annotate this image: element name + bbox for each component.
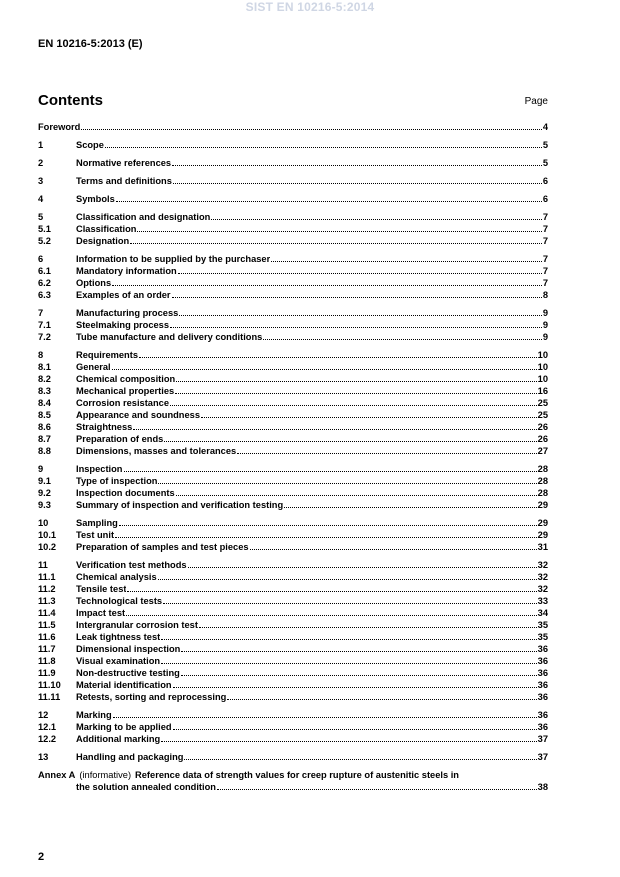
toc-entry-title: Symbols	[76, 194, 115, 204]
toc-entry-page: 7	[542, 224, 548, 234]
leader-dots	[161, 740, 536, 742]
toc-entry-title: Non-destructive testing	[76, 668, 180, 678]
toc-entry-page: 26	[537, 434, 548, 444]
leader-dots	[172, 164, 542, 166]
toc-entry-title: Technological tests	[76, 596, 163, 606]
toc-entry-title: Intergranular corrosion test	[76, 620, 198, 630]
toc-entry-page: 36	[537, 692, 548, 702]
leader-dots	[158, 578, 537, 580]
toc-entry-title: Tube manufacture and delivery conditions	[76, 332, 263, 342]
leader-dots	[184, 758, 536, 760]
toc-entry-annex-a-continued[interactable]	[38, 781, 548, 793]
toc-entry-number: 7	[38, 308, 44, 318]
toc-entry-page: 5	[542, 158, 548, 168]
toc-entry-number: 8.3	[38, 386, 51, 396]
toc-entry-number: 6.3	[38, 290, 51, 300]
toc-entry-title: Visual examination	[76, 656, 161, 666]
toc-entry[interactable]	[38, 433, 548, 445]
toc-entry-number: 9.1	[38, 476, 51, 486]
toc-entry-annex-a[interactable]	[38, 769, 548, 781]
toc-entry[interactable]	[38, 193, 548, 205]
toc-entry-number: 5.2	[38, 236, 51, 246]
toc-entry-title: Verification test methods	[76, 560, 187, 570]
toc-entry[interactable]	[38, 583, 548, 595]
toc-entry[interactable]	[38, 289, 548, 301]
toc-entry-page: 29	[537, 530, 548, 540]
toc-entry-page: 27	[537, 446, 548, 456]
toc-entry-number: 8.7	[38, 434, 51, 444]
toc-entry-title: Handling and packaging	[76, 752, 184, 762]
toc-entry-number: 1	[38, 140, 44, 150]
toc-entry-page: 28	[537, 476, 548, 486]
contents-heading: Contents	[38, 92, 103, 109]
toc-entry-title: Requirements	[76, 350, 138, 360]
toc-entry[interactable]	[38, 211, 548, 223]
toc-entry-number: 10	[38, 518, 49, 528]
toc-entry[interactable]	[38, 487, 548, 499]
toc-entry[interactable]	[38, 223, 548, 235]
toc-entry-number: 11.6	[38, 632, 56, 642]
toc-entry-page: 7	[542, 266, 548, 276]
leader-dots	[127, 590, 536, 592]
leader-dots	[126, 614, 537, 616]
toc-entry-title: Retests, sorting and reprocessing	[76, 692, 227, 702]
toc-entry-title: Chemical composition	[76, 374, 176, 384]
toc-entry-title: Additional marking	[76, 734, 161, 744]
leader-dots	[173, 728, 537, 730]
toc-entry[interactable]	[38, 619, 548, 631]
toc-entry-title: Normative references	[76, 158, 172, 168]
toc-entry-number: 10.1	[38, 530, 57, 540]
toc-entry-number: 7.1	[38, 320, 51, 330]
toc-entry[interactable]	[38, 385, 548, 397]
toc-entry[interactable]	[38, 139, 548, 151]
leader-dots	[133, 428, 536, 430]
leader-dots	[250, 548, 537, 550]
toc-entry-page: 28	[537, 488, 548, 498]
toc-entry-page: 9	[542, 308, 548, 318]
toc-entry-page: 36	[537, 668, 548, 678]
toc-entry-page: 35	[537, 620, 548, 630]
toc-entry-page: 36	[537, 656, 548, 666]
leader-dots	[115, 536, 537, 538]
toc-entry-title: Summary of inspection and verification testing	[76, 500, 284, 510]
toc-entry-number: 8.4	[38, 398, 51, 408]
leader-dots	[170, 404, 537, 406]
toc-entry-number: 11.8	[38, 656, 56, 666]
toc-entry-number: 6	[38, 254, 44, 264]
toc-entry-title: Appearance and soundness	[76, 410, 200, 420]
toc-entry-page: 35	[537, 632, 548, 642]
toc-entry-number: 6.2	[38, 278, 51, 288]
toc-entry-title: Mandatory information	[76, 266, 177, 276]
toc-entry-page: 9	[542, 320, 548, 330]
leader-dots	[227, 698, 536, 700]
toc-entry-number: 12.1	[38, 722, 57, 732]
toc-entry-title: Sampling	[76, 518, 118, 528]
toc-entry-title: Information to be supplied by the purchaser	[76, 254, 271, 264]
toc-entry-page: 6	[542, 176, 548, 186]
toc-entry-title: Scope	[76, 140, 104, 150]
toc-entry-title: Material identification	[76, 680, 172, 690]
leader-dots	[105, 146, 542, 148]
toc-entry-title: Inspection	[76, 464, 123, 474]
toc-entry-page: 16	[537, 386, 548, 396]
toc-entry[interactable]	[38, 265, 548, 277]
toc-entry-page: 7	[542, 236, 548, 246]
leader-dots	[116, 200, 542, 202]
toc-entry[interactable]	[38, 607, 548, 619]
toc-entry-number: 11.4	[38, 608, 56, 618]
toc-entry[interactable]	[38, 121, 548, 133]
toc-entry-title: Options	[76, 278, 112, 288]
toc-entry-title: Chemical analysis	[76, 572, 157, 582]
toc-entry[interactable]	[38, 349, 548, 361]
toc-entry-title: Examples of an order	[76, 290, 171, 300]
toc-entry[interactable]	[38, 529, 548, 541]
toc-entry-title: Marking to be applied	[76, 722, 172, 732]
toc-entry[interactable]	[38, 541, 548, 553]
toc-entry-page: 4	[542, 122, 548, 132]
toc-entry-title: Classification and designation	[76, 212, 211, 222]
leader-dots	[130, 242, 542, 244]
toc-entry[interactable]	[38, 157, 548, 169]
toc-entry-page: 32	[537, 560, 548, 570]
toc-entry-title: Marking	[76, 710, 112, 720]
toc-entry-title: Dimensional inspection	[76, 644, 181, 654]
toc-entry-page: 25	[537, 410, 548, 420]
toc-entry[interactable]	[38, 499, 548, 511]
toc-entry[interactable]	[38, 559, 548, 571]
toc-entry-number: 11.2	[38, 584, 56, 594]
toc-entry-page: 26	[537, 422, 548, 432]
toc-entry-page: 5	[542, 140, 548, 150]
toc-entry-number: 11.7	[38, 644, 56, 654]
toc-entry-page: 25	[537, 398, 548, 408]
toc-entry[interactable]	[38, 175, 548, 187]
toc-entry-number: 8.2	[38, 374, 51, 384]
leader-dots	[112, 284, 542, 286]
toc-entry-page: 31	[537, 542, 548, 552]
leader-dots	[179, 314, 542, 316]
toc-entry[interactable]	[38, 421, 548, 433]
annex-page: 38	[537, 782, 548, 792]
toc-entry-title: Inspection documents	[76, 488, 175, 498]
toc-entry-page: 37	[537, 752, 548, 762]
toc-entry-title: Mechanical properties	[76, 386, 175, 396]
toc-entry-number: 2	[38, 158, 44, 168]
toc-entry[interactable]	[38, 253, 548, 265]
toc-entry[interactable]	[38, 595, 548, 607]
leader-dots	[81, 128, 541, 130]
toc-entry-number: 8.6	[38, 422, 51, 432]
toc-entry-page: 36	[537, 680, 548, 690]
leader-dots	[176, 380, 536, 382]
leader-dots	[237, 452, 536, 454]
toc-entry-number: 11.5	[38, 620, 56, 630]
toc-entry-number: 8.8	[38, 446, 51, 456]
leader-dots	[188, 566, 537, 568]
toc-entry-title: Preparation of ends	[76, 434, 164, 444]
toc-entry-number: 11.10	[38, 680, 61, 690]
leader-dots	[211, 218, 542, 220]
toc-entry[interactable]	[38, 307, 548, 319]
toc-entry-title: Straightness	[76, 422, 133, 432]
toc-entry[interactable]	[38, 643, 548, 655]
toc-entry-page: 36	[537, 644, 548, 654]
leader-dots	[178, 272, 542, 274]
annex-label: Annex A	[38, 770, 76, 780]
toc-entry-title: Classification	[76, 224, 137, 234]
toc-entry[interactable]	[38, 631, 548, 643]
toc-entry[interactable]	[38, 721, 548, 733]
toc-entry-number: 11.11	[38, 692, 61, 702]
leader-dots	[271, 260, 542, 262]
leader-dots	[263, 338, 542, 340]
toc-entry-title: General	[76, 362, 111, 372]
toc-entry[interactable]	[38, 319, 548, 331]
toc-entry-number: 11.9	[38, 668, 56, 678]
toc-entry-number: 5.1	[38, 224, 51, 234]
leader-dots	[173, 182, 542, 184]
leader-dots	[172, 296, 542, 298]
toc-entry-page: 7	[542, 212, 548, 222]
toc-entry-number: 6.1	[38, 266, 51, 276]
toc-entry[interactable]	[38, 409, 548, 421]
toc-entry-number: 13	[38, 752, 49, 762]
toc-entry-title: Leak tightness test	[76, 632, 161, 642]
toc-entry[interactable]	[38, 475, 548, 487]
table-of-contents	[38, 121, 548, 793]
toc-entry[interactable]	[38, 709, 548, 721]
leader-dots	[113, 716, 537, 718]
leader-dots	[181, 674, 537, 676]
toc-entry[interactable]	[38, 667, 548, 679]
toc-entry-number: 10.2	[38, 542, 57, 552]
toc-entry-number: 3	[38, 176, 44, 186]
toc-entry-number: 4	[38, 194, 44, 204]
toc-entry-number: 11.1	[38, 572, 56, 582]
annex-title-line1: Reference data of strength values for creep rupture of austenitic steels in	[135, 770, 459, 780]
leader-dots	[175, 392, 536, 394]
toc-entry-page: 10	[537, 350, 548, 360]
leader-dots	[161, 662, 537, 664]
toc-entry-number: 12.2	[38, 734, 57, 744]
leader-dots	[137, 230, 541, 232]
toc-entry-title: Terms and definitions	[76, 176, 172, 186]
toc-entry[interactable]	[38, 679, 548, 691]
toc-entry-title: Test unit	[76, 530, 115, 540]
toc-entry[interactable]	[38, 397, 548, 409]
toc-entry-page: 9	[542, 332, 548, 342]
toc-entry-page: 7	[542, 254, 548, 264]
toc-entry-page: 29	[537, 518, 548, 528]
toc-entry-page: 28	[537, 464, 548, 474]
toc-entry-title: Corrosion resistance	[76, 398, 170, 408]
leader-dots	[164, 440, 536, 442]
toc-entry-number: 8.1	[38, 362, 51, 372]
toc-entry-title: Type of inspection	[76, 476, 158, 486]
toc-entry-page: 7	[542, 278, 548, 288]
toc-entry-page: 36	[537, 710, 548, 720]
toc-entry-number: 9	[38, 464, 44, 474]
leader-dots	[181, 650, 536, 652]
leader-dots	[161, 638, 536, 640]
toc-entry[interactable]	[38, 331, 548, 343]
toc-entry-page: 36	[537, 722, 548, 732]
toc-entry-page: 6	[542, 194, 548, 204]
toc-entry-number: Foreword	[38, 122, 81, 132]
toc-entry-title: Designation	[76, 236, 130, 246]
leader-dots	[124, 470, 537, 472]
toc-entry-page: 33	[537, 596, 548, 606]
annex-title-line2: the solution annealed condition	[76, 782, 216, 792]
leader-dots	[176, 494, 537, 496]
toc-entry[interactable]	[38, 691, 548, 703]
toc-entry[interactable]	[38, 751, 548, 763]
toc-entry-page: 34	[537, 608, 548, 618]
toc-entry-number: 8.5	[38, 410, 51, 420]
watermark: SIST EN 10216-5:2014	[245, 0, 375, 14]
leader-dots	[201, 416, 537, 418]
toc-entry-page: 32	[537, 584, 548, 594]
leader-dots	[199, 626, 537, 628]
leader-dots	[158, 482, 536, 484]
document-id: EN 10216-5:2013 (E)	[38, 38, 143, 50]
toc-entry-number: 5	[38, 212, 44, 222]
leader-dots	[217, 788, 537, 790]
toc-entry-number: 7.2	[38, 332, 51, 342]
toc-entry[interactable]	[38, 235, 548, 247]
toc-entry-page: 32	[537, 572, 548, 582]
leader-dots	[112, 368, 537, 370]
toc-entry[interactable]	[38, 445, 548, 457]
toc-entry-number: 8	[38, 350, 44, 360]
toc-entry[interactable]	[38, 571, 548, 583]
page-column-label: Page	[524, 96, 548, 107]
toc-entry-page: 29	[537, 500, 548, 510]
toc-entry-page: 37	[537, 734, 548, 744]
toc-entry-page: 10	[537, 362, 548, 372]
toc-entry-title: Manufacturing process	[76, 308, 179, 318]
toc-entry-number: 9.2	[38, 488, 51, 498]
toc-entry[interactable]	[38, 361, 548, 373]
toc-entry[interactable]	[38, 463, 548, 475]
leader-dots	[139, 356, 537, 358]
leader-dots	[163, 602, 537, 604]
toc-entry[interactable]	[38, 655, 548, 667]
toc-entry-title: Preparation of samples and test pieces	[76, 542, 249, 552]
toc-entry[interactable]	[38, 277, 548, 289]
toc-entry-title: Dimensions, masses and tolerances	[76, 446, 237, 456]
toc-entry-number: 11.3	[38, 596, 56, 606]
annex-type: (informative)	[79, 770, 132, 780]
leader-dots	[119, 524, 537, 526]
toc-entry-page: 8	[542, 290, 548, 300]
leader-dots	[173, 686, 537, 688]
toc-entry-page: 10	[537, 374, 548, 384]
toc-entry-number: 9.3	[38, 500, 51, 510]
toc-entry[interactable]	[38, 733, 548, 745]
toc-entry-title: Tensile test	[76, 584, 127, 594]
toc-entry-number: 11	[38, 560, 48, 570]
toc-entry-title: Impact test	[76, 608, 126, 618]
toc-entry[interactable]	[38, 373, 548, 385]
page-number: 2	[38, 851, 45, 863]
toc-entry[interactable]	[38, 517, 548, 529]
toc-entry-number: 12	[38, 710, 49, 720]
leader-dots	[284, 506, 537, 508]
leader-dots	[170, 326, 542, 328]
toc-entry-title: Steelmaking process	[76, 320, 170, 330]
